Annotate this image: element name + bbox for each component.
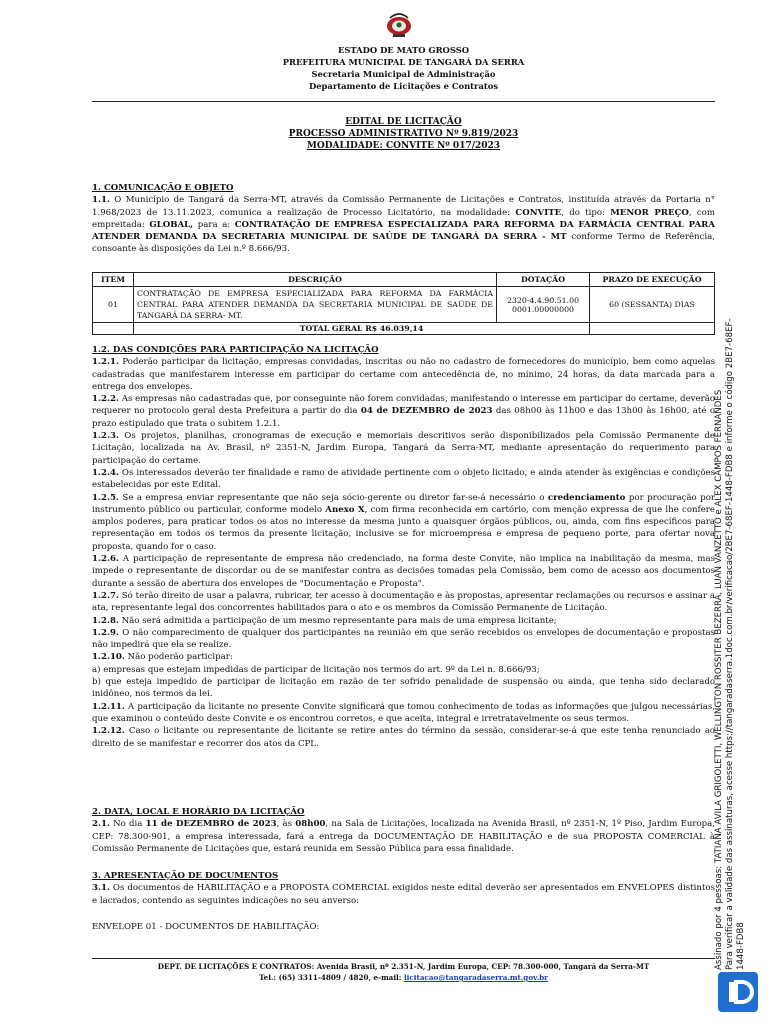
- section-3: [92, 870, 715, 933]
- table-header: PRAZO DE EXECUÇÃO: [590, 273, 715, 287]
- paragraph-1-2-7: 1.2.7. Só terão direito de usar a palavra, rubricar, ter acesso à documentação e às propostas, apresentar reclamações ou recursos e assinar a ata, representante legal dos concorrentes habilitados para o ato e os membros da Comissão Permanente de Licitação.: [92, 590, 715, 614]
- paragraph-1-2-9: 1.2.9. O não comparecimento de qualquer dos participantes na reunião em que serão recebidos os envelopes de documentação e propostas não impedirá que ela se realize.: [92, 627, 715, 651]
- modality: MODALIDADE: CONVITE Nº 017/2023: [306, 141, 501, 151]
- envelope-label: ENVELOPE 01 - DOCUMENTOS DE HABILITAÇÃO:: [92, 921, 320, 932]
- title-line: EDITAL DE LICITAÇÃO: [345, 117, 462, 127]
- prefecture-name: PREFEITURA MUNICIPAL DE TANGARÁ DA SERRA: [282, 57, 525, 67]
- section-heading: 3. APRESENTAÇÃO DE DOCUMENTOS: [92, 871, 279, 881]
- 1doc-logo-icon: [718, 972, 758, 1012]
- section-2: [92, 806, 715, 855]
- process-number: PROCESSO ADMINISTRATIVO Nº 9.819/2023: [288, 129, 519, 139]
- list-item: b) que esteja impedido de participar de licitação em razão de ter sofrido penalidade de suspensão ou ainda, que tenha sido declarado inidôneo, nos termos da lei.: [92, 677, 715, 700]
- paragraph-1-2-8: 1.2.8. Não será admitida a participação de um mesmo representante para mais de uma empresa licitante;: [92, 615, 557, 626]
- secretariat-name: Secretaria Municipal de Administração: [311, 69, 496, 79]
- section-heading: 2. DATA, LOCAL E HORÁRIO DA LICITAÇÃO: [92, 807, 305, 817]
- description-cell: CONTRATAÇÃO DE EMPRESA ESPECIALIZADA PARA REFORMA DA FARMÁCIA CENTRAL PARA ATENDER DEMANDA DA SECRETARIA MUNICIPAL DE SAÚDE DE TANGARÁ DA SERRA- MT.: [134, 287, 497, 323]
- paragraph-1-2-2: 1.2.2. As empresas não cadastradas que, por conseguinte não forem convidadas, manifestando o interesse em participar do certame, deverão requerer no protocolo geral desta Prefeitura a partir do dia 04 de DEZEMBRO de 2023 das 08h00 às 11h00 e das 13h00 às 16h00, até o prazo estipulado que trata o subitem 1.2.1.: [92, 394, 716, 429]
- table-header: DOTAÇÃO: [497, 273, 590, 287]
- paragraph-1-2-3: 1.2.3. Os projetos, planilhas, cronogramas de execução e memoriais descritivos serão disponibilizados pela Comissão Permanente de Licitação, localizada na Av. Brasil, nº 2351-N, Jardim Europa, Tangará da Serra-MT, mediante apresentação do requerimento para participação do certame.: [92, 431, 715, 466]
- item-cell: 01: [93, 287, 134, 323]
- paragraph-1-1: 1.1. O Município de Tangará da Serra-MT, através da Comissão Permanente de Licitações e Contratos, instituída através da Portaria n° 1.968/2023 de 13.11.2023, comunica a realização de Processo Licitatório, na modalidade: CONVITE, do tipo: MENOR PREÇO, com empreitada: GLOBAL, para a: CONTRATAÇÃO DE EMPRESA ESPECIALIZADA PARA REFORMA DA FARMÁCIA CENTRAL PARA ATENDER DEMANDA DA SECRETARIA MUNICIPAL DE SAÚDE DE TANGARÁ DA SERRA - MT conforme Termo de Referência, consoante às disposições da Lei n.º 8.666/93.: [92, 195, 715, 255]
- section-1: [92, 182, 715, 256]
- dotation-cell: 2320-4.4.90.51.00 0001.00000000: [497, 287, 590, 323]
- paragraph-1-2-1: 1.2.1. Poderão participar da licitação, empresas convidadas, inscritas ou não no cadastro de fornecedores do município, bem como aquelas cadastradas que manifestarem interesse em participar do certame com antecedência de, no mínimo, 24 horas, da data marcada para a entrega dos envelopes.: [92, 357, 715, 392]
- header-divider: [92, 101, 715, 102]
- state-name: ESTADO DE MATO GROSSO: [337, 45, 470, 55]
- verification-line[interactable]: Para verificar a validade das assinaturas, acesse https://tangaradaserra.1doc.com.br/verificacao/2BE7-68EF-1448-FDB8 e informe o código 2BE7-68EF-1448-FDB8: [725, 318, 746, 970]
- paragraph-1-2-4: 1.2.4. Os interessados deverão ter finalidade e ramo de atividade pertinente com o objeto licitado, e ainda atender às exigências e condições estabelecidas por este Edital.: [92, 467, 715, 491]
- total-cell: TOTAL GERAL R$ 46.039,14: [134, 323, 590, 335]
- letterhead: [92, 44, 715, 92]
- email-link[interactable]: licitacao@tangaradaserra.mt.gov.br: [403, 973, 548, 982]
- department-name: Departamento de Licitações e Contratos: [308, 81, 499, 91]
- footer-divider: [92, 958, 715, 959]
- section-heading: 1. COMUNICAÇÃO E OBJETO: [92, 183, 234, 193]
- signers-line: Assinado por 4 pessoas: TATIANA AVILA GRIGOLETTI, WELLINGTON ROSSITER BEZERRA, LUAN VANZETTO e ALEX CAMPOS FERNANDES: [714, 389, 724, 970]
- municipal-crest-icon: [382, 10, 416, 38]
- footer-address: DEPT. DE LICITAÇÕES E CONTRATOS: Avenida Brasil, nº 2.351-N, Jardim Europa, CEP: 78.300-000, Tangará da Serra-MT: [157, 962, 650, 971]
- paragraph-1-2-12: 1.2.12. Caso o licitante ou representante de licitante se retire antes do término da sessão, considerar-se-á que este tenha renunciado ao direito de se manifestar e recorrer dos atos da CPL.: [92, 726, 715, 749]
- items-table: [92, 272, 715, 335]
- paragraph-2-1: 2.1. No dia 11 de DEZEMBRO de 2023, às 08h00, na Sala de Licitações, localizada na Avenida Brasil, nº 2351-N, 1º Piso, Jardim Europa, CEP: 78.300-901, a empresa interessada, fará a entrega da DOCUMENTAÇÃO DE HABILITAÇÃO e de sua PROPOSTA COMERCIAL à Comissão Permanente de Licitações que, estará reunida em Sessão Pública para essa finalidade.: [92, 819, 716, 854]
- table-header: DESCRIÇÃO: [134, 273, 497, 287]
- signature-notice: [714, 310, 747, 970]
- paragraph-1-2-11: 1.2.11. A participação da licitante no presente Convite significará que tomou conhecimento de todas as informações que julgou necessárias, que examinou o conteúdo deste Convite e os encontrou corretos, e que aceita, integral e irretratavelmente os seus termos.: [92, 701, 715, 724]
- paragraph-1-2-6: 1.2.6. A participação de representante de empresa não credenciado, na forma deste Convite, não implica na inabilitação da mesma, mas impede o representante de discordar ou de se manifestar contra as decisões tomadas pela Comissão, bem como de acesso aos documentos durante a sessão de abertura dos envelopes de "Documentação e Proposta".: [92, 554, 715, 589]
- footer: [92, 961, 715, 983]
- footer-contact: Tel.: (65) 3311-4809 / 4820, e-mail: licitacao@tangaradaserra.mt.gov.br: [259, 973, 548, 982]
- paragraph-1-2-10: 1.2.10. Não poderão participar:: [92, 652, 233, 663]
- paragraph-1-2-5: 1.2.5. Se a empresa enviar representante que não seja sócio-gerente ou diretor far-se-á necessário o credenciamento por procuração por instrumento público ou particular, conforme modelo Anexo X, com firma reconhecida em cartório, com menção expressa de que lhe confere amplos poderes, para praticar todos os atos no interesse da mesma junto a quaisquer órgãos públicos, ou, ainda, com fins específicos para representação em todos os termos da presente licitação, inclusive se for microempresa e empresa de pequeno porte, para ofertar nova proposta, quando for o caso.: [92, 492, 715, 552]
- list-item: a) empresas que estejam impedidas de participar de licitação nos termos do art. 9º da Lei n. 8.666/93;: [92, 664, 540, 675]
- section-1-2: [92, 344, 715, 750]
- table-row: [93, 287, 715, 323]
- section-heading: 1.2. DAS CONDIÇÕES PARA PARTICIPAÇÃO NA LICITAÇÃO: [92, 345, 379, 355]
- table-header: ITEM: [93, 273, 134, 287]
- document-title: [92, 116, 715, 152]
- paragraph-3-1: 3.1. Os documentos de HABILITAÇÃO e a PROPOSTA COMERCIAL exigidos neste edital deverão ser apresentados em ENVELOPES distintos e lacrados, contendo as seguintes indicações no seu anverso:: [92, 883, 715, 906]
- deadline-cell: 60 (SESSANTA) DIAS: [590, 287, 715, 323]
